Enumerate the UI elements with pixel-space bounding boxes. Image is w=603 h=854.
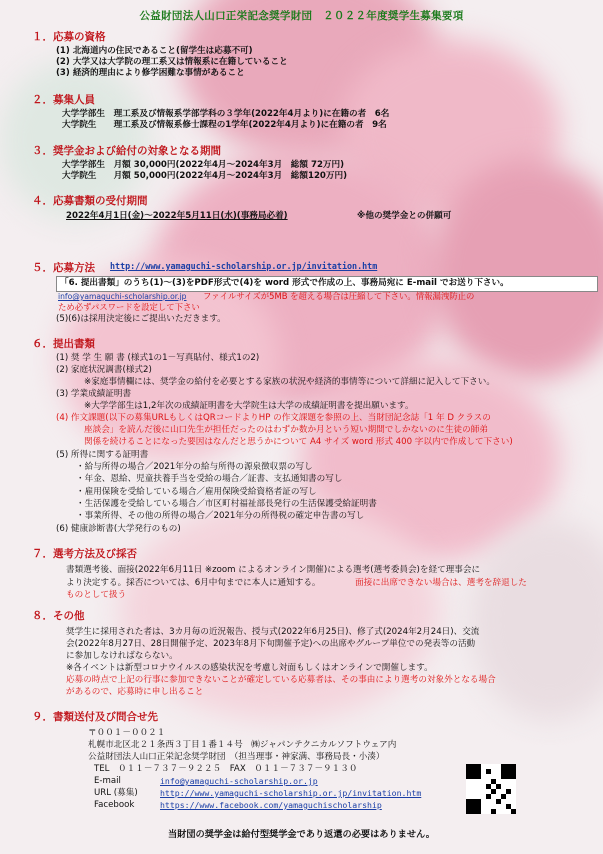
qr-code[interactable] — [466, 764, 516, 814]
income-doc: ・雇用保険を受給している場合／雇用保険受給資格者証の写し — [76, 487, 317, 497]
email-link[interactable]: info@yamaguchi-scholarship.or.jp — [58, 292, 187, 301]
tel-fax: TEL ０１１－７３７－９２２５ FAX ０１１－７３７－９１３０ — [94, 764, 358, 774]
password-note: ため必ずパスワードを設定して下さい — [58, 302, 200, 312]
file-size-note: ファイルサイズが5MB を超える場合は圧縮して下さい。情報漏洩防止の — [203, 291, 475, 301]
document-note: ※大学学部生は1,2年次の成績証明書を大学院生は大学の成績証明書を提出願います。 — [84, 401, 414, 411]
organization: 公益財団法人山口正栄記念奨学財団 （担当理事・神家满、事務局長・小湊） — [88, 752, 385, 762]
essay-task: 関係を続けることになった要因はなんだと思うかについて A4 サイズ word 形式 400 字以内で作成して下さい) — [84, 437, 513, 447]
selection-warning: 面接に出席できない場合は、選考を辞退した — [355, 578, 527, 588]
selection-text: 書類選考後、面接(2022年6月11日 ※zoom によるオンライン開催)による選考(選考委員会)を経て理事会に — [66, 565, 481, 575]
selection-warning: ものとして扱う — [66, 590, 127, 600]
facebook-link[interactable]: https://www.facebook.com/yamaguchischolarship — [160, 800, 382, 810]
essay-task: 座談会」を読んだ後に山口先生が担任だったのはわずか数か月という短い期間でしかないのに生徒の師弟 — [84, 425, 488, 435]
postal-code: 〒００１－００２１ — [88, 728, 166, 738]
other-text: に参加しなければならない。 — [66, 651, 178, 661]
section-heading-scholarship-amount: ３．奨学金および給付の対象となる期間 — [32, 145, 221, 157]
section-heading-recruitment: ２．募集人員 — [32, 94, 95, 106]
income-doc: ・年金、恩給、児童扶養手当を受給の場合／証書、支払通知書の写し — [76, 474, 343, 484]
instruction-text: 「6. 提出書類」のうち(1)～(3)をPDF形式で(4)を word 形式で作成の上、事務局宛に E-mail でお送り下さい。 — [60, 278, 509, 288]
contact-email-label: E-mail — [94, 776, 121, 786]
other-text: 会(2022年8月27日、28日開催予定、2023年8月下旬開催予定)への出席やグループ単位での発表等の活動 — [66, 639, 476, 649]
recruitment-row: 大学院生 理工系及び情報系修士課程の1学年(2022年4月より)に在籍の者 9名 — [62, 120, 387, 130]
section-heading-contact: ９．書類送付及び問合せ先 — [32, 711, 158, 723]
selection-text: より決定する。採否については、6月中旬までに本人に通知する。 — [66, 578, 321, 588]
application-note: ※他の奨学金との併願可 — [357, 211, 452, 221]
section-heading-documents: ６．提出書類 — [32, 338, 95, 350]
page-title: 公益財団法人山口正栄記念奨学財団 ２０２２年度奨学生募集要項 — [139, 10, 464, 22]
footer-note: 当財団の奨学金は給付型奨学金であり返還の必要はありません。 — [168, 829, 435, 840]
recruitment-row: 大学学部生 理工系及び情報系学部学科の３学年(2022年4月より)に在籍の者 6名 — [62, 109, 390, 119]
address: 札幌市北区北２１条西３丁目１番１４号 ㈱ジャパンテクニカルソフトウェア内 — [88, 740, 397, 750]
document-item: (5) 所得に関する証明書 — [56, 450, 149, 460]
document-item: (1) 奨 学 生 願 書 (様式1の1－写真貼付、様式1の2) — [56, 353, 260, 363]
amount-row: 大学学部生 月額 30,000円(2022年4月～2024年3月 総額 72万円) — [62, 160, 345, 170]
eligibility-item: (2) 大学又は大学院の理工系又は情報系に在籍していること — [56, 57, 288, 67]
other-warning: 応募の時点で上記の行事に参加できないことが確定している応募者は、その事由により選考の対象外となる場合 — [66, 675, 496, 685]
document-item: (6) 健康診断書(大学発行のもの) — [56, 524, 181, 534]
eligibility-item: (1) 北海道内の住民であること(留学生は応募不可) — [56, 46, 253, 56]
eligibility-item: (3) 経済的理由により修学困難な事情があること — [56, 68, 245, 78]
contact-email-link[interactable]: info@yamaguchi-scholarship.or.jp — [160, 776, 318, 786]
income-doc: ・事業所得、その他の所得の場合／2021年分の所得税の確定申告書の写し — [76, 511, 365, 521]
income-doc: ・給与所得の場合／2021年分の給与所得の源泉徴収票の写し — [76, 462, 313, 472]
income-doc: ・生活保護を受給している場合／市区町村福祉部長発行の生活保護受給証明書 — [76, 499, 377, 509]
essay-task: (4) 作文課題(以下の募集URLもしくはQRコードよりHP の作文課題を参照の上、当財団記念誌「1 年 D クラスの — [56, 413, 491, 423]
section-heading-application-period: ４．応募書類の受付期間 — [32, 195, 148, 207]
section-heading-application-method: ５．応募方法 — [32, 262, 95, 274]
section-heading-selection: ７．選考方法及び採否 — [32, 548, 137, 560]
amount-row: 大学院生 月額 50,000円(2022年4月～2024年3月 総額120万円) — [62, 171, 348, 181]
section-heading-eligibility: １．応募の資格 — [32, 31, 106, 43]
contact-url-label: URL (募集) — [94, 788, 138, 798]
application-period: 2022年4月1日(金)～2022年5月11日(水)(事務局必着) — [66, 211, 288, 221]
document-item: (2) 家庭状況調書(様式2) — [56, 365, 152, 375]
other-note: ※各イベントは新型コロナウイルスの感染状況を考慮し対面もしくはオンラインで開催します。 — [66, 663, 433, 673]
contact-url-link[interactable]: http://www.yamaguchi-scholarship.or.jp/invitation.htm — [160, 788, 422, 798]
submission-note: (5)(6)は採用決定後にご提出いただきます。 — [56, 314, 226, 324]
document-item: (3) 学業成績証明書 — [56, 389, 132, 399]
other-warning: があるので、応募時に申し出ること — [66, 687, 204, 697]
invitation-url-link[interactable]: http://www.yamaguchi-scholarship.or.jp/invitation.htm — [110, 261, 378, 271]
section-heading-other: ８．その他 — [32, 610, 85, 622]
document-note: ※家庭事情欄には、奨学金の給付を必要とする家族の状況や経済的事情等について詳細に記入して下さい。 — [84, 377, 495, 387]
other-text: 奨学生に採用された者は、3カ月毎の近況報告、授与式(2022年6月25日)、修了式(2024年2月24日)、交流 — [66, 627, 480, 637]
facebook-label: Facebook — [94, 800, 135, 810]
